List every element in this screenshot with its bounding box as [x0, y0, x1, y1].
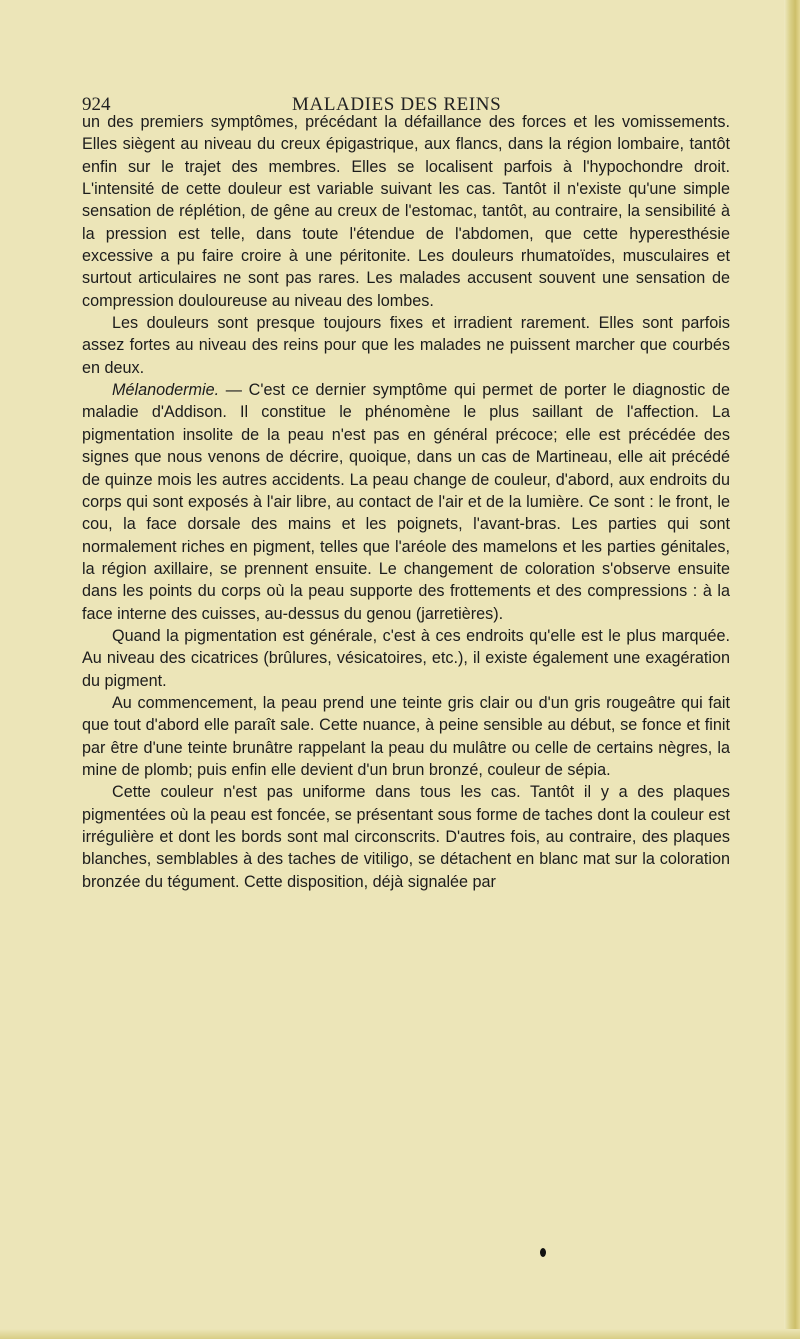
body-text	[82, 111, 730, 893]
ink-spot	[540, 1248, 546, 1257]
section-term: Mélanodermie.	[112, 381, 220, 400]
paragraph-5: Au commencement, la peau prend une teinte gris clair ou d'un gris rougeâtre qui fait que tout d'abord elle paraît sale. Cette nuance, à peine sensible au début, se fonce et finit par être d'une teinte brunâtre rappelant la peau du mulâtre ou celle de certains nègres, la mine de plomb; puis enfin elle devient d'un brun bronzé, couleur de sépia.	[82, 693, 730, 779]
page-edge-right	[784, 0, 800, 1339]
chapter-title: MALADIES DES REINS	[292, 94, 502, 115]
paragraph-2: Les douleurs sont presque toujours fixes et irradient rarement. Elles sont parfois assez fortes au niveau des reins pour que les malades ne puissent marcher que courbés en deux.	[82, 314, 730, 377]
page-edge-bottom	[0, 1329, 800, 1339]
paragraph-6: Cette couleur n'est pas uniforme dans tous les cas. Tantôt il y a des plaques pigmentées où la peau est foncée, se présentant sous forme de taches dont la couleur est irrégulière et dont les bords sont mal circonscrits. D'autres fois, au contraire, des plaques blanches, semblables à des taches de vitiligo, se détachent en blanc mat sur la coloration bronzée du tégument. Cette disposition, déjà signalée par	[82, 783, 730, 891]
paragraph-1: un des premiers symptômes, précédant la défaillance des forces et les vomissements. Elles siègent au niveau du creux épigastrique, aux flancs, dans la région lombaire, tantôt enfin sur le trajet des membres. Elles se localisent parfois à l'hypochondre droit. L'intensité de cette douleur est variable suivant les cas. Tantôt il n'existe qu'une simple sensation de réplétion, de gêne au creux de l'estomac, tantôt, au contraire, la sensibilité à la pression est telle, dans toute l'étendue de l'abdomen, que cette hyperesthésie excessive a pu faire croire à une péritonite. Les douleurs rhumatoïdes, musculaires et surtout articulaires ne sont pas rares. Les malades accusent souvent une sensation de compression douloureuse au niveau des lombes.	[82, 113, 730, 310]
paragraph-3-text: — C'est ce dernier symptôme qui permet de porter le diagnostic de maladie d'Addison. Il constitue le phénomène le plus saillant de l'affection. La pigmentation insolite de la peau n'est pas en général précoce; elle est précédée des signes que nous venons de décrire, quoique, dans un cas de Martineau, elle ait précédé de quinze mois les autres accidents. La peau change de couleur, d'abord, aux endroits du corps qui sont exposés à l'air libre, au contact de l'air et de la lumière. Ce sont : le front, le cou, la face dorsale des mains et les poignets, l'avant-bras. Les parties qui sont normalement riches en pigment, telles que l'aréole des mamelons et les parties génitales, la région axillaire, se prennent ensuite. Le changement de coloration s'observe ensuite dans les points du corps où la peau supporte des frottements et des compressions : à la face interne des cuisses, au-dessus du genou (jarretières).	[82, 381, 730, 623]
page-number: 924	[82, 94, 111, 115]
paragraph-3	[82, 379, 730, 625]
paragraph-4: Quand la pigmentation est générale, c'est à ces endroits qu'elle est le plus marquée. Au niveau des cicatrices (brûlures, vésicatoires, etc.), il existe également une exagération du pigment.	[82, 626, 730, 690]
